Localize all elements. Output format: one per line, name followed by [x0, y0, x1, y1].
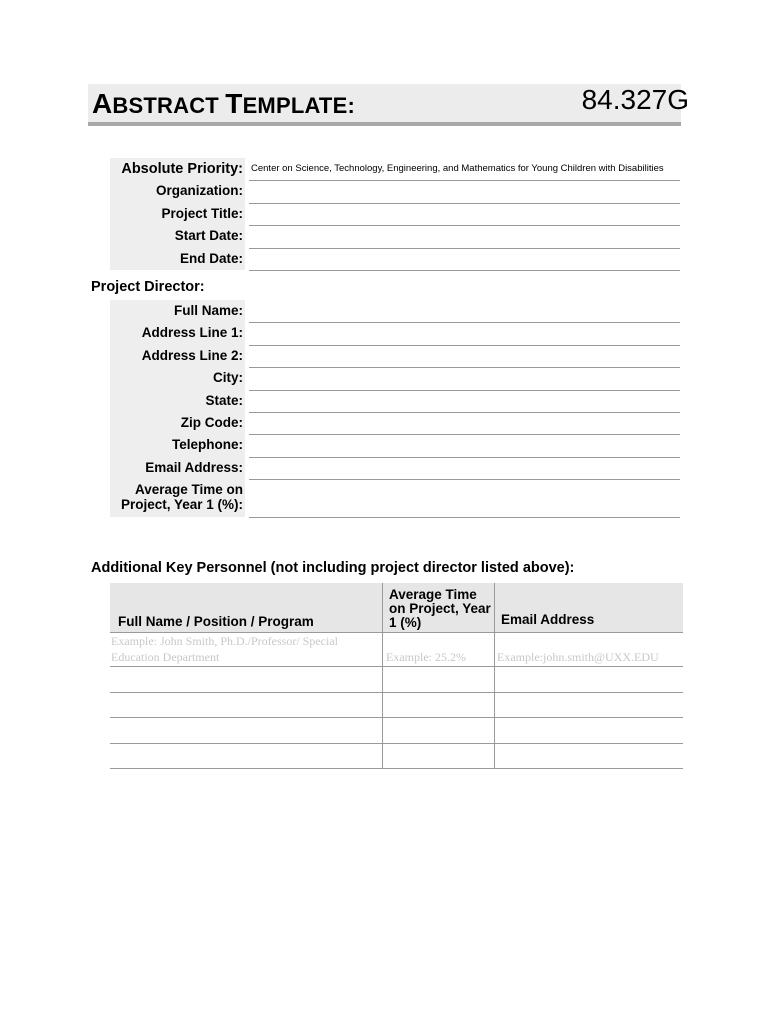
page-title — [92, 88, 355, 120]
table-row — [110, 667, 683, 693]
table-header — [110, 583, 683, 633]
personnel-time-field[interactable]: Example: 25.2% — [382, 633, 494, 666]
field-row-zip — [110, 412, 680, 434]
field-row-start-date — [110, 225, 680, 247]
address-line-1-field[interactable] — [249, 322, 680, 345]
table-row — [110, 718, 683, 744]
column-header-average-time: Average Time on Project, Year 1 (%) — [382, 583, 494, 632]
field-row-end-date — [110, 248, 680, 270]
field-label: City: — [110, 367, 245, 389]
key-personnel-table — [110, 583, 683, 769]
table-row — [110, 693, 683, 719]
field-label: Absolute Priority: — [110, 158, 245, 180]
organization-field[interactable] — [249, 180, 680, 203]
personnel-email-field[interactable] — [494, 667, 683, 692]
field-row-address-2 — [110, 345, 680, 367]
personnel-email-field[interactable]: Example:john.smith@UXX.EDU — [494, 633, 683, 666]
field-label: Start Date: — [110, 225, 245, 247]
email-address-field[interactable] — [249, 457, 680, 480]
personnel-time-field[interactable] — [382, 667, 494, 692]
telephone-field[interactable] — [249, 434, 680, 457]
field-label: Average Time on Project, Year 1 (%): — [110, 479, 245, 517]
average-time-field[interactable] — [249, 479, 680, 518]
personnel-time-field[interactable] — [382, 693, 494, 718]
project-info-fields — [110, 158, 680, 270]
field-label: Organization: — [110, 180, 245, 202]
column-header-email: Email Address — [494, 583, 683, 632]
title-rest-t: EMPLATE: — [242, 93, 355, 118]
state-field[interactable] — [249, 390, 680, 413]
field-label: Email Address: — [110, 457, 245, 479]
field-row-state — [110, 390, 680, 412]
personnel-email-field[interactable] — [494, 718, 683, 743]
field-row-average-time — [110, 479, 680, 517]
absolute-priority-field[interactable]: Center on Science, Technology, Engineering, and Mathematics for Young Children with Disabilities — [249, 158, 680, 181]
field-label: Zip Code: — [110, 412, 245, 434]
field-label: Address Line 1: — [110, 322, 245, 344]
form-number: 84.327G — [581, 84, 689, 115]
city-field[interactable] — [249, 367, 680, 390]
field-row-project-title — [110, 203, 680, 225]
title-bar — [88, 84, 689, 126]
field-label: State: — [110, 390, 245, 412]
project-director-fields — [110, 300, 680, 517]
zip-code-field[interactable] — [249, 412, 680, 435]
title-cap-a: A — [92, 88, 113, 119]
field-label: Project Title: — [110, 203, 245, 225]
personnel-time-field[interactable] — [382, 744, 494, 769]
personnel-email-field[interactable] — [494, 744, 683, 769]
personnel-email-field[interactable] — [494, 693, 683, 718]
full-name-field[interactable] — [249, 300, 680, 323]
key-personnel-heading: Additional Key Personnel (not including project director listed above): — [91, 560, 575, 576]
personnel-name-field[interactable] — [110, 744, 382, 769]
address-line-2-field[interactable] — [249, 345, 680, 368]
field-row-address-1 — [110, 322, 680, 344]
field-label: Full Name: — [110, 300, 245, 322]
field-label: End Date: — [110, 248, 245, 270]
column-header-name: Full Name / Position / Program — [118, 614, 314, 629]
field-row-organization — [110, 180, 680, 202]
table-row — [110, 744, 683, 770]
field-row-email — [110, 457, 680, 479]
project-title-field[interactable] — [249, 203, 680, 226]
personnel-name-field[interactable]: Example: John Smith, Ph.D./Professor/ Special Education Department — [111, 634, 338, 664]
field-row-absolute-priority — [110, 158, 680, 180]
title-rest-a: BSTRACT — [112, 93, 226, 118]
start-date-field[interactable] — [249, 225, 680, 248]
table-row — [110, 633, 683, 667]
end-date-field[interactable] — [249, 248, 680, 271]
field-row-telephone — [110, 434, 680, 456]
field-row-full-name — [110, 300, 680, 322]
personnel-time-field[interactable] — [382, 718, 494, 743]
field-label: Telephone: — [110, 434, 245, 456]
title-cap-t: T — [225, 88, 243, 119]
field-label: Address Line 2: — [110, 345, 245, 367]
field-row-city — [110, 367, 680, 389]
personnel-name-field[interactable] — [110, 667, 382, 692]
project-director-heading: Project Director: — [91, 279, 205, 295]
personnel-name-field[interactable] — [110, 693, 382, 718]
personnel-name-field[interactable] — [110, 718, 382, 743]
